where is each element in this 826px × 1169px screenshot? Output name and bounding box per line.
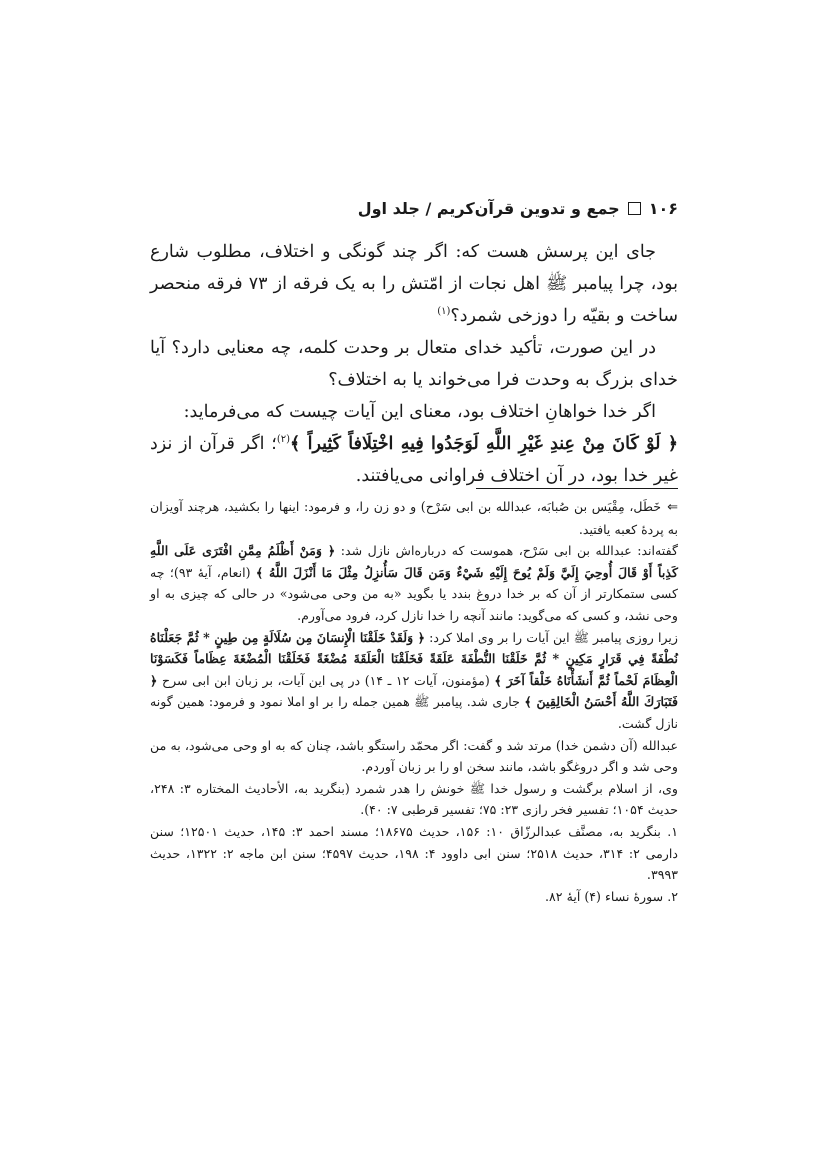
quran-verse: ﴿ فَتَبَارَكَ اللَّهُ أَحْسَنُ الْخَالِقِينَ ﴾	[150, 672, 678, 710]
book-title: جمع و تدوین قرآن‌کریم / جلد اول	[357, 198, 620, 218]
quran-verse: ﴿ وَلَقَدْ خَلَقْنَا الْإِنسَانَ مِن سُلَالَةٍ مِن طِينٍ * ثُمَّ جَعَلْنَاهُ نُطْفَةً فِي قَرَارٍ مَكِينٍ * ثُمَّ خَلَقْنَا النُّطْفَةَ عَلَقَةً فَخَلَقْنَا الْعَلَقَةَ مُضْغَةً فَخَلَقْنَا الْمُضْغَةَ عِظَاماً فَكَسَوْنَا الْعِظَامَ لَحْماً ثُمَّ أَنشَأْنَاهُ خَلْقاً آخَرَ ﴾	[150, 629, 678, 688]
footnotes	[150, 496, 678, 907]
page-number: ۱۰۶	[648, 198, 678, 218]
paragraph-question: جای این پرسش هست که: اگر چند گونگی و اختلاف، مطلوب شارع بود، چرا پیامبر ﷺ اهل نجات از امّتش را به یک فرقه از ۷۳ فرقه منحصر ساخت و بقیّه را دوزخی شمرد؟$^{(۱)}$	[150, 242, 678, 326]
footnote-number: ۲.	[667, 888, 678, 904]
continuation-arrow-icon: ⇐	[667, 500, 678, 515]
footnote-separator	[476, 488, 678, 489]
footnote-ref-1: (۱)	[437, 306, 451, 318]
footnote-paragraph: عبدالله (آن دشمن خدا) مرتد شد و گفت: اگر محمّد راستگو باشد، چنان که به او وحی می‌شود، به من وحی شد و اگر دروغگو باشد، مانند سخن او را بر زبان آوردم.	[150, 737, 678, 775]
footnote-number: ۱.	[667, 823, 678, 839]
footnote-ref-2: (۲)	[276, 434, 291, 446]
paragraph-intro: اگر خدا خواهانِ اختلاف بود، معنای این آیات چیست که می‌فرماید:	[183, 402, 656, 422]
footnote-paragraph: وی، از اسلام برگشت و رسول خدا ﷺ خونش را هدر شمرد (بنگرید به، الأحادیث المختاره ۳: ۲۴۸، حدیث ۱۰۵۴؛ تفسیر فخر رازی ۲۳: ۷۵؛ تفسیر قرطبی ۷: ۴۰).	[150, 780, 679, 818]
paragraph-unity: در این صورت، تأکید خدای متعال بر وحدت کلمه، چه معنایی دارد؟ آیا خدای بزرگ به وحدت فرا می‌خواند یا به اختلاف؟	[150, 338, 678, 390]
quran-verse: ﴿ وَمَنْ أَظْلَمُ مِمَّنِ افْتَرَى عَلَى اللَّهِ كَذِباً أَوْ قَالَ أُوحِيَ إِلَيَّ وَلَمْ يُوحَ إِلَيْهِ شَيْءٌ وَمَن قَالَ سَأُنزِلُ مِثْلَ مَا أَنْزَلَ اللَّهُ ﴾	[150, 543, 678, 580]
main-text	[150, 236, 678, 492]
quran-verse: ﴿ لَوْ كَانَ مِنْ عِندِ غَيْرِ اللَّهِ لَوَجَدُوا فِيهِ اخْتِلَافاً كَثِيراً ﴾	[290, 434, 678, 454]
square-bullet-icon	[628, 202, 641, 215]
footnote-2: ۲. سورهٔ نساء (۴) آیهٔ ۸۲.	[545, 888, 678, 904]
paragraph-quran-verse: ﴿ لَوْ كَانَ مِنْ عِندِ غَيْرِ اللَّهِ لَوَجَدُوا فِيهِ اخْتِلَافاً كَثِيراً ﴾$^{(۲)}$؛ اگر قرآن از نزد غیر خدا بود، در آن اختلاف فراوانی می‌یافتند.	[150, 434, 678, 486]
footnote-1: ۱. بنگرید به، مصنَّف عبدالرزّاق ۱۰: ۱۵۶، حدیث ۱۸۶۷۵؛ مسند احمد ۳: ۱۴۵، حدیث ۱۲۵۰۱؛ سنن دارمی ۲: ۳۱۴، حدیث ۲۵۱۸؛ سنن ابی داوود ۴: ۱۹۸، حدیث ۴۵۹۷؛ سنن ابن ماجه ۲: ۱۳۲۲، حدیث ۳۹۹۳.	[150, 823, 679, 883]
footnote-continuation: ⇐خَطَل، مِقْیَس بن صُبابَه، عبدالله بن ابی سَرْح) و دو زن را، و فرمود: اینها را بکشید، هرچند آویزان به پردهٔ کعبه یافتید.	[150, 499, 678, 537]
running-header	[150, 196, 678, 220]
footnote-paragraph: زیرا روزی پیامبر ﷺ این آیات را بر وی املا کرد: ﴿ وَلَقَدْ خَلَقْنَا الْإِنسَانَ مِن سُلَالَةٍ مِن طِينٍ * ثُمَّ جَعَلْنَاهُ نُطْفَةً فِي قَرَارٍ مَكِينٍ * ثُمَّ خَلَقْنَا النُّطْفَةَ عَلَقَةً فَخَلَقْنَا الْعَلَقَةَ مُضْغَةً فَخَلَقْنَا الْمُضْغَةَ عِظَاماً فَكَسَوْنَا الْعِظَامَ لَحْماً ثُمَّ أَنشَأْنَاهُ خَلْقاً آخَرَ ﴾ (مؤمنون، آیات ۱۲ ـ ۱۴) در پی این آیات، بر زبان ابن ابی سرح ﴿ فَتَبَارَكَ اللَّهُ أَحْسَنُ الْخَالِقِينَ ﴾ جاری شد. پیامبر ﷺ همین جمله را بر او املا نمود و فرمود: همین گونه نازل گشت.	[150, 629, 678, 731]
footnote-paragraph: گفته‌اند: عبدالله بن ابی سَرْح، هموست که درباره‌اش نازل شد: ﴿ وَمَنْ أَظْلَمُ مِمَّنِ افْتَرَى عَلَى اللَّهِ كَذِباً أَوْ قَالَ أُوحِيَ إِلَيَّ وَلَمْ يُوحَ إِلَيْهِ شَيْءٌ وَمَن قَالَ سَأُنزِلُ مِثْلَ مَا أَنْزَلَ اللَّهُ ﴾ (انعام، آیهٔ ۹۳)؛ چه کسی ستمکارتر از آن که بر خدا دروغ بندد یا بگوید «به من وحی می‌شود» در حالی که چیزی به او وحی نشد، و کسی که می‌گوید: مانند آنچه را خدا نازل کرد، فرود می‌آورم.	[150, 543, 678, 623]
